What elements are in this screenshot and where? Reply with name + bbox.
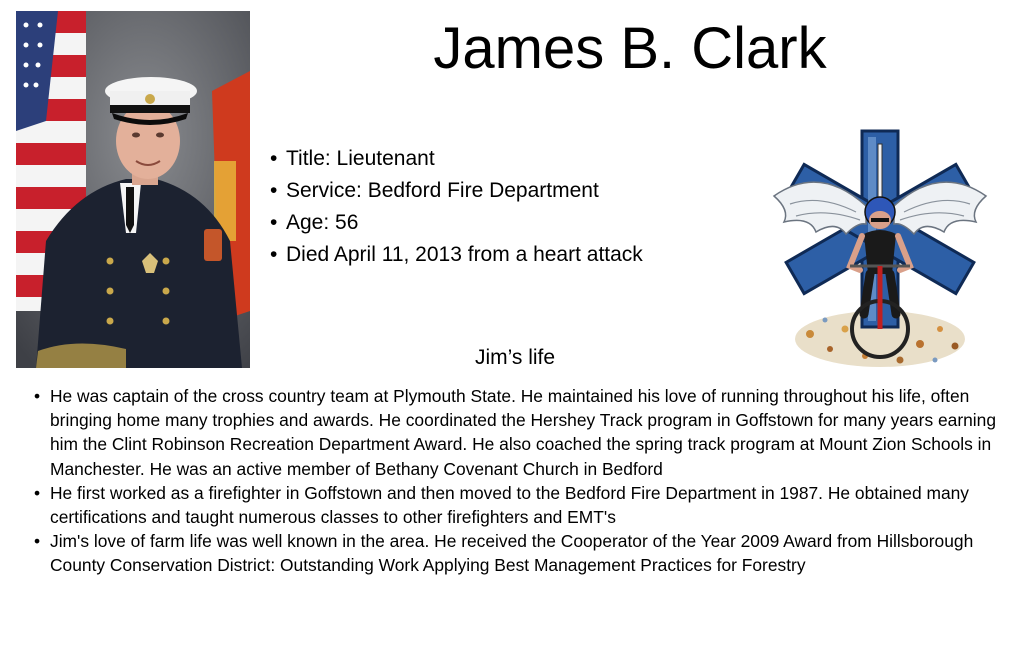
life-item: • Jim's love of farm life was well known in the area. He received the Cooperator of the Year 2009 Award from Hillsborough County Conservation District: Outstanding Work Applying Best Management Practices for Forestry	[34, 529, 1009, 577]
portrait-photo	[16, 11, 250, 368]
star-of-life-cyclist-icon	[770, 124, 990, 382]
fact-service: • Service: Bedford Fire Department	[270, 175, 643, 207]
fact-age: • Age: 56	[270, 207, 643, 239]
life-item: • He was captain of the cross country team at Plymouth State. He maintained his love of running throughout his life, often bringing home many trophies and awards. He coordinated the Hershey Track program in Goffstown for many years earning him the Clint Robinson Recreation Department Award. He also coached the spring track program at Mount Zion Schools in Manchester. He was an active member of Bethany Covenant Church in Bedford	[34, 384, 1009, 481]
fact-died: • Died April 11, 2013 from a heart attack	[270, 239, 643, 271]
emblem-image	[770, 124, 990, 382]
firefighter-portrait-image	[16, 11, 250, 368]
life-item: • He first worked as a firefighter in Goffstown and then moved to the Bedford Fire Department in 1987. He obtained many certifications and taught numerous classes to other firefighters and EMT's	[34, 481, 1009, 529]
life-list	[34, 384, 1009, 578]
fact-title: • Title: Lieutenant	[270, 143, 643, 175]
facts-list	[270, 143, 643, 271]
section-heading: Jim’s life	[474, 346, 556, 369]
page-title: James B. Clark	[433, 16, 827, 81]
